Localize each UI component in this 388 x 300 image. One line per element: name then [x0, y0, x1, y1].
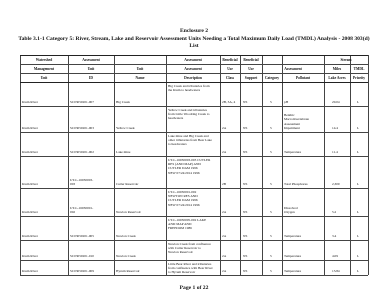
cell-support: NS — [243, 181, 248, 186]
row-border — [20, 55, 368, 56]
cell-au-id: SC03050201-005 — [70, 233, 94, 238]
cell-name: Cutler Reservoir — [116, 181, 139, 186]
header-unit-2: Unit — [136, 67, 144, 71]
cell-support: NS — [243, 99, 248, 104]
col-border — [20, 55, 21, 275]
cell-support: NS — [243, 268, 248, 273]
cell-au-id: SC03050201-007 — [70, 99, 94, 104]
cell-support: NS — [243, 149, 248, 154]
header-description: Description — [184, 76, 202, 80]
cell-name: Newton Creek — [116, 233, 136, 238]
cell-name: Lake mine — [116, 149, 131, 154]
cell-watershed: Kiam River — [22, 209, 38, 214]
cell-au-id: SC03050201-009 — [70, 268, 94, 273]
cell-priority: L — [357, 209, 360, 214]
cell-support: NS — [243, 233, 248, 238]
cell-pollutant: Benthic Macroinvertebrate Assessment Impairment — [284, 113, 310, 130]
page-total: 22 — [202, 285, 209, 291]
cell-support: NS — [243, 253, 248, 258]
cell-au-id: UT-L-16030001- 002 — [70, 205, 94, 214]
header-tmdl: TMDL — [353, 67, 365, 71]
cell-description: Little Bear River and tributaries from confluence with Bear River to Hyrum Reservoir — [168, 262, 213, 275]
cell-category: 5 — [270, 233, 272, 238]
cell-acres: 11.4 — [332, 149, 338, 154]
cell-watershed: Kiam River — [22, 181, 38, 186]
cell-pollutant: Total Phosphorus — [284, 181, 308, 186]
cell-watershed: Kiam River — [22, 253, 38, 258]
header-use-2: Use — [248, 67, 254, 71]
cell-au-id: SC03050201-003 — [70, 125, 94, 130]
cell-acres: 20.04 — [332, 99, 340, 104]
cell-acres: 2,300 — [332, 181, 340, 186]
row-border — [20, 240, 368, 241]
header-unit: Unit — [87, 67, 95, 71]
cell-class: 2A — [222, 253, 227, 258]
cell-pollutant: pH — [284, 99, 289, 104]
header-lake-acres: Lake Acres — [328, 76, 346, 80]
row-border — [20, 260, 368, 261]
cell-pollutant: Temperature — [284, 149, 302, 154]
cell-watershed: Kiam River — [22, 233, 38, 238]
cell-acres: 13.84 — [332, 268, 340, 273]
cell-au-id: SC03050201-002 — [70, 149, 94, 154]
cell-category: 5 — [270, 253, 272, 258]
cell-name: Newton Reservoir — [116, 209, 141, 214]
col-border — [114, 55, 115, 275]
cell-watershed: Kiam River — [22, 149, 38, 154]
page-footer — [0, 285, 388, 291]
cell-pollutant: Temperature — [284, 268, 302, 273]
cell-description: Newton Creek from confluence with Cutler Reservoir to Newton Reservoir — [168, 242, 211, 255]
row-border — [20, 275, 368, 276]
cell-category: 5 — [270, 181, 272, 186]
header-management: Management — [33, 67, 55, 71]
row-border — [20, 82, 368, 83]
cell-priority: L — [357, 233, 360, 238]
cell-priority: L — [357, 149, 360, 154]
header-stream: Stream — [340, 58, 352, 62]
col-border — [262, 55, 263, 275]
col-border — [368, 55, 369, 275]
header-assessment-4: Assessment — [284, 67, 302, 71]
cell-watershed: Kiam River — [22, 125, 38, 130]
header-beneficial-2: Beneficial — [243, 58, 259, 62]
row-border — [20, 216, 368, 217]
cell-class: 2B — [222, 181, 226, 186]
col-border — [324, 55, 325, 275]
header-priority: Priority — [352, 76, 366, 80]
cell-watershed: Kiam River — [22, 268, 38, 273]
cell-category: 5 — [270, 149, 272, 154]
cell-priority: L — [357, 181, 360, 186]
col-border — [166, 55, 167, 275]
cell-category: 5 — [270, 209, 272, 214]
cell-name: Hyrum Reservoir — [116, 268, 140, 273]
col-border — [240, 55, 241, 275]
header-category: Category — [264, 76, 280, 80]
cell-au-id: SC03050201-010 — [70, 253, 94, 258]
header-id: ID — [89, 76, 93, 80]
cell-priority: L — [357, 99, 360, 104]
header-unit-3: Unit — [40, 76, 48, 80]
cell-category: 5 — [270, 99, 272, 104]
row-border — [20, 188, 368, 189]
cell-support: NS — [243, 209, 248, 214]
header-use: Use — [227, 67, 233, 71]
cell-category: 5 — [270, 125, 272, 130]
col-border — [68, 55, 69, 275]
row-border — [20, 156, 368, 157]
row-border — [20, 64, 368, 65]
header-class: Class — [225, 76, 235, 80]
cell-class: 2A — [222, 209, 227, 214]
cell-au-id: UT-L-16030003- 003 — [70, 177, 94, 186]
row-border — [20, 132, 368, 133]
header-beneficial: Beneficial — [222, 58, 238, 62]
header-support: Support — [244, 76, 258, 80]
cell-priority: L — [357, 268, 360, 273]
header-assessment: Assessment — [82, 58, 100, 62]
cell-pollutant: Temperature — [284, 233, 302, 238]
cell-description: UT-L-16030003-003 CUTLER RES (AND MAP) AND CUTLER DAM 1996 NEW 07/24/2014 1996 — [168, 158, 211, 175]
cell-description: Lake mine and Big Creek and other tributaries from Bear Lake to headwaters — [168, 134, 212, 147]
page-prefix: Page — [179, 285, 193, 291]
cell-class: 2A — [222, 268, 227, 273]
header-watershed: Watershed — [35, 58, 53, 62]
col-border — [220, 55, 221, 275]
cell-acres: 5.2 — [332, 209, 337, 214]
cell-acres: 3.4 — [332, 233, 337, 238]
cell-class: 2A — [222, 149, 227, 154]
cell-name: Yellow Creek — [116, 125, 135, 130]
page-number: 1 — [192, 285, 196, 291]
header-pollutant: Pollutant — [295, 76, 311, 80]
cell-description: UT-L-16030001-002 NEWTON RES AND CUTLER DAM 1996 NEW 07/24/2014 1996 — [168, 190, 200, 207]
cell-support: NS — [243, 125, 248, 130]
cell-pollutant: Dissolved Oxygen — [284, 205, 298, 214]
header-assessment-3: Assessment — [184, 67, 202, 71]
cell-description: UT-L-16030005-002 LAKE AND MAP AND FREEDOM 1986 — [168, 218, 207, 231]
cell-class: 2A — [222, 125, 227, 130]
cell-acres: 14.4 — [332, 125, 338, 130]
cell-pollutant: Temperature — [284, 253, 302, 258]
col-border — [282, 55, 283, 275]
cell-name: Newton Creek — [116, 253, 136, 258]
cell-description: Yellow Creek and tributaries from Little Woodring Creek to headwaters — [168, 108, 210, 121]
cell-priority: L — [357, 125, 360, 130]
table-caption-continued: List — [189, 43, 199, 49]
header-name: Name — [135, 76, 145, 80]
document-title: Enclosure 2 — [179, 28, 209, 34]
table-caption: Table 3.1-1 Category 5: River, Stream, Lake and Reservoir Assessment Units Needing a Total Maximum Daily Load (TMDL) Analysis - 2008 303(d) — [18, 36, 370, 42]
cell-class: 2B, 3A, 4 — [222, 99, 236, 104]
cell-priority: L — [357, 253, 360, 258]
header-miles: Miles — [332, 67, 342, 71]
header-assessment-2: Assessment — [184, 58, 202, 62]
cell-name: Big Creek — [116, 99, 130, 104]
cell-watershed: Kiam River — [22, 99, 38, 104]
cell-description: Big Creek and tributaries from the Kiam to headwaters — [168, 84, 210, 93]
row-border — [20, 106, 368, 107]
row-border — [20, 73, 368, 74]
col-border — [350, 55, 351, 275]
cell-class: 2A — [222, 233, 227, 238]
assessment-table — [20, 55, 368, 275]
cell-category: 5 — [270, 268, 272, 273]
page-of: of — [195, 285, 203, 291]
cell-acres: 4.09 — [332, 253, 338, 258]
